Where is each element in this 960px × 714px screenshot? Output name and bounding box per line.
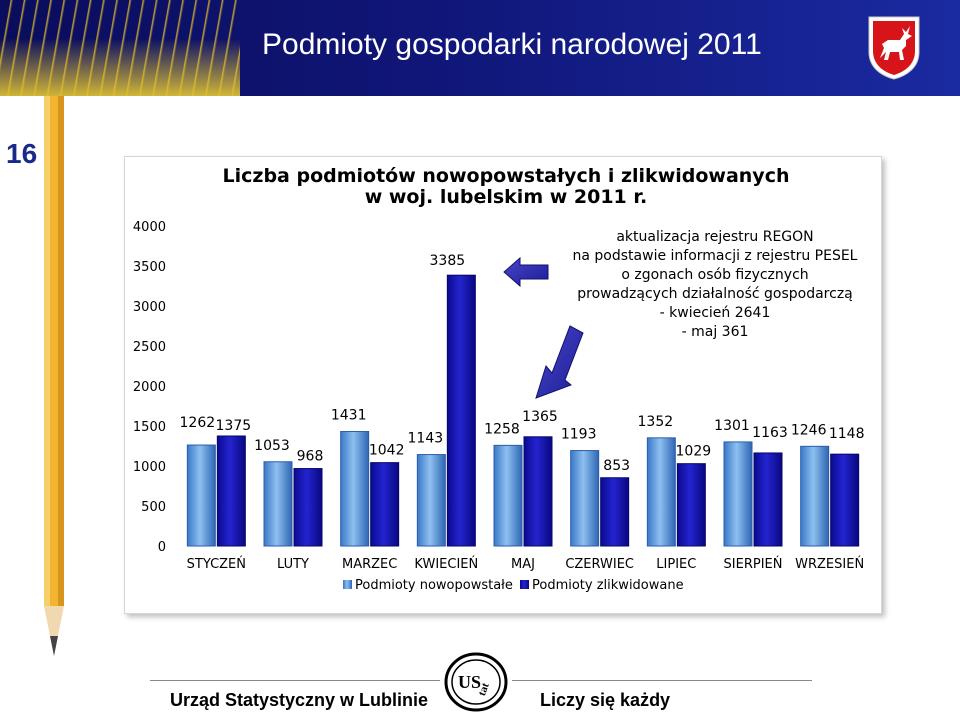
data-label: 1053 xyxy=(254,437,290,454)
annotation-line: prowadzących działalność gospodarczą xyxy=(577,286,853,302)
data-label: 1258 xyxy=(484,421,520,438)
y-tick-label: 0 xyxy=(157,540,166,555)
x-tick-label: MARZEC xyxy=(341,557,398,572)
legend-swatch-closed xyxy=(520,580,529,589)
data-label: 1163 xyxy=(752,424,788,441)
bar-closed xyxy=(677,464,705,546)
bar-closed xyxy=(601,478,629,546)
data-label: 3385 xyxy=(429,253,466,270)
footer-office-name: Urząd Statystyczny w Lublinie xyxy=(170,690,429,710)
legend-label-new: Podmioty nowopowstałe xyxy=(355,578,513,593)
arrow-down-icon xyxy=(536,326,583,398)
data-label: 1143 xyxy=(407,430,444,447)
bar-closed xyxy=(371,463,399,546)
annotation-line: na podstawie informacji z rejestru PESEL xyxy=(572,248,858,264)
page-header-title: Podmioty gospodarki narodowej 2011 xyxy=(262,28,762,61)
x-tick-label: MAJ xyxy=(511,557,535,572)
svg-text:US: US xyxy=(458,672,482,692)
bar-new xyxy=(187,445,215,546)
bar-closed xyxy=(294,469,322,546)
footer-slogan: Liczy się każdy xyxy=(540,690,671,710)
bar-new xyxy=(417,455,445,546)
data-label: 1375 xyxy=(215,418,252,434)
bar-closed xyxy=(524,437,552,546)
legend-label-closed: Podmioty zlikwidowane xyxy=(532,578,684,593)
y-tick-label: 3000 xyxy=(132,300,166,315)
x-tick-label: KWIECIEŃ xyxy=(414,557,479,572)
x-tick-label: WRZESIEŃ xyxy=(795,557,865,572)
y-tick-label: 4000 xyxy=(132,220,166,235)
y-tick-label: 1500 xyxy=(132,420,166,435)
chart-title-line-2: w woj. lubelskim w 2011 r. xyxy=(364,186,648,208)
annotation-line: - maj 361 xyxy=(681,324,749,340)
bar-new xyxy=(571,451,599,546)
data-label: 1148 xyxy=(828,426,865,443)
bar-closed xyxy=(831,454,859,546)
data-label: 1042 xyxy=(368,442,405,459)
bar-closed xyxy=(754,453,782,546)
data-label: 1301 xyxy=(714,417,750,434)
page-number: 16 xyxy=(6,138,38,169)
x-tick-label: CZERWIEC xyxy=(565,557,635,572)
y-tick-label: 500 xyxy=(141,500,166,515)
bar-new xyxy=(341,432,369,546)
data-label: 853 xyxy=(603,457,631,474)
footer-divider-left xyxy=(150,680,440,681)
x-tick-label: LIPIEC xyxy=(656,557,697,572)
data-label: 1246 xyxy=(790,422,827,439)
bar-new xyxy=(724,442,752,546)
data-label: 1352 xyxy=(637,413,674,430)
x-tick-label: STYCZEŃ xyxy=(186,557,247,572)
data-label: 1262 xyxy=(179,415,216,432)
y-tick-label: 3500 xyxy=(132,260,166,275)
data-label: 1431 xyxy=(330,407,367,424)
bar-new xyxy=(647,438,675,546)
y-tick-label: 2500 xyxy=(132,340,166,355)
legend xyxy=(343,578,684,593)
data-label: 968 xyxy=(296,448,324,465)
bar-new xyxy=(264,462,292,546)
y-tick-label: 2000 xyxy=(132,380,166,395)
data-label: 1365 xyxy=(522,408,558,425)
arrow-left-icon xyxy=(504,258,548,286)
annotation-line: - kwiecień 2641 xyxy=(659,305,771,321)
data-label: 1193 xyxy=(560,426,597,443)
data-label: 1029 xyxy=(675,443,712,460)
bar-new xyxy=(801,446,829,546)
footer-divider-right xyxy=(512,680,812,681)
bar-closed xyxy=(217,436,245,546)
annotation-line: o zgonach osób fizycznych xyxy=(621,267,809,283)
y-tick-label: 1000 xyxy=(132,460,166,475)
bar-new xyxy=(494,445,522,546)
x-tick-label: LUTY xyxy=(277,557,309,572)
annotation-line: aktualizacja rejestru REGON xyxy=(616,229,814,245)
ustat-logo-icon xyxy=(444,652,508,712)
legend-swatch-new xyxy=(343,580,352,589)
x-tick-label: SIERPIEŃ xyxy=(723,557,783,572)
bar-closed xyxy=(447,275,475,546)
chart-title-line-1: Liczba podmiotów nowopowstałych i zlikwidowanych xyxy=(222,165,790,187)
svg-text:tat: tat xyxy=(476,681,492,698)
